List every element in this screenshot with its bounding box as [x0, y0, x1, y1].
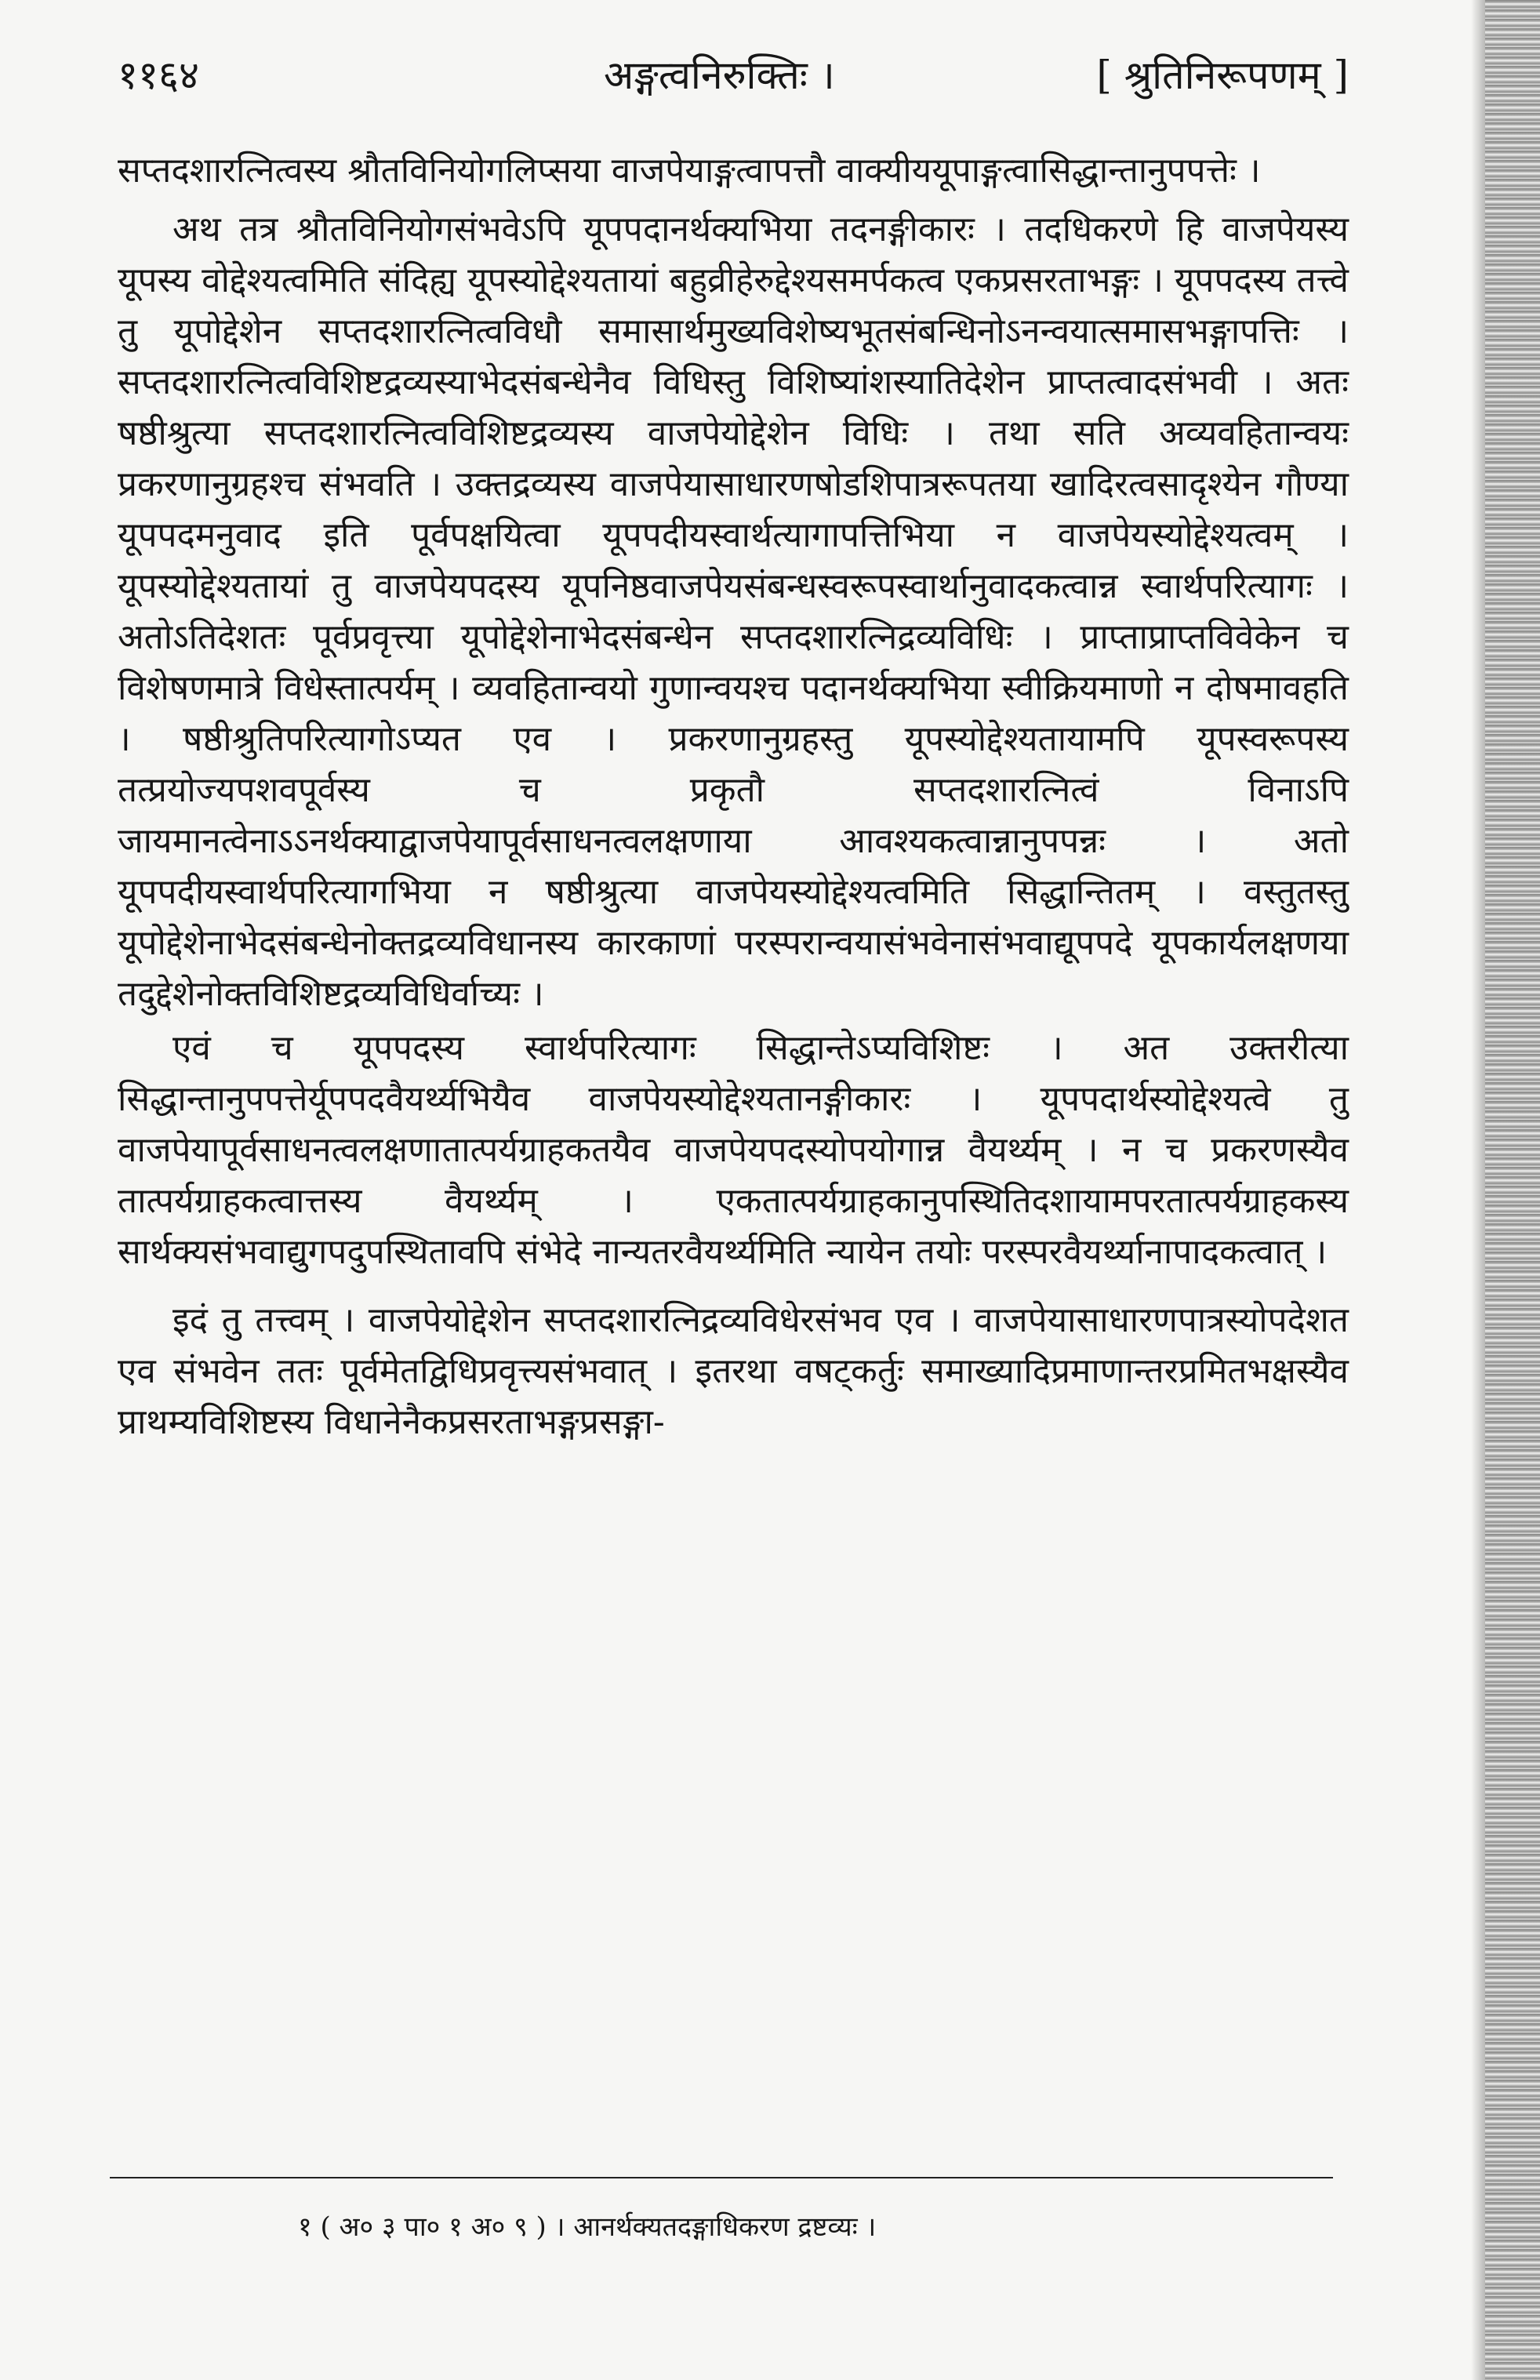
paragraph: इदं तु तत्त्वम् । वाजपेयोद्देशेन सप्तदशारत्निद्रव्यविधेरसंभव एव । वाजपेयासाधारणपात्रस्योपदेशत एव संभवेन ततः पूर्वमेतद्विधिप्रवृत्त्यसंभवात् । इतरथा वषट्कर्तुः समाख्यादिप्रमाणान्तरप्रमितभक्षस्यैव प्राथम्यविशिष्टस्य विधानेनैकप्रसरताभङ्गप्रसङ्गा- — [118, 1300, 1349, 1442]
section-title: [ श्रुतिनिरूपणम् ] — [1096, 53, 1349, 98]
footnote: १ ( अ० ३ पा० १ अ० ९ ) । आनर्थक्यतदङ्गाधिकरण द्रष्टव्यः । — [298, 2211, 877, 2243]
page-header — [118, 47, 1349, 118]
page-edge — [1485, 0, 1540, 2380]
page-number: ११६४ — [118, 53, 199, 98]
running-title: अङ्गत्वनिरुक्तिः । — [604, 53, 835, 98]
footnote-divider — [110, 2177, 1333, 2178]
paragraph: एवं च यूपपदस्य स्वार्थपरित्यागः सिद्धान्तेऽप्यविशिष्टः । अत उक्तरीत्या सिद्धान्तानुपपत्तेर्यूपपदवैयर्थ्यभियैव वाजपेयस्योद्देश्यतानङ्गीकारः । यूपपदार्थस्योद्देश्यत्वे तु वाजपेयापूर्वसाधनत्वलक्षणातात्पर्यग्राहकतयैव वाजपेयपदस्योपयोगान्न वैयर्थ्यम् । न च प्रकरणस्यैव तात्पर्यग्राहकत्वात्तस्य वैयर्थ्यम् । एकतात्पर्यग्राहकानुपस्थितिदशायामपरतात्पर्यग्राहकस्य सार्थक्यसंभवाद्युगपदुपस्थितावपि संभेदे नान्यतरवैयर्थ्यमिति न्यायेन तयोः परस्परवैयर्थ्यानापादकत्वात् । — [118, 1028, 1349, 1272]
page-fold-shadow — [1471, 0, 1485, 2380]
main-text — [118, 145, 1349, 1448]
paragraph: अथ तत्र श्रौतविनियोगसंभवेऽपि यूपपदानर्थक्यभिया तदनङ्गीकारः । तदधिकरणे हि वाजपेयस्य यूपस्य वोद्देश्यत्वमिति संदिह्य यूपस्योद्देश्यतायां बहुव्रीहेरुद्देश्यसमर्पकत्व एकप्रसरताभङ्गः । यूपपदस्य तत्त्वे तु यूपोद्देशेन सप्तदशारत्नित्वविधौ समासार्थमुख्यविशेष्यभूतसंबन्धिनोऽनन्वयात्समासभङ्गापत्तिः । सप्तदशारत्नित्वविशिष्टद्रव्यस्याभेदसंबन्धेनैव विधिस्तु विशिष्यांशस्यातिदेशेन प्राप्तत्वादसंभवी । अतः षष्ठीश्रुत्या सप्तदशारत्नित्वविशिष्टद्रव्यस्य वाजपेयोद्देशेन विधिः । तथा सति अव्यवहितान्वयः प्रकरणानुग्रहश्च संभवति । उक्तद्रव्यस्य वाजपेयासाधारणषोडशिपात्ररूपतया खादिरत्वसादृश्येन गौण्या यूपपदमनुवाद इति पूर्वपक्षयित्वा यूपपदीयस्वार्थत्यागापत्तिभिया न वाजपेयस्योद्देश्यत्वम् । यूपस्योद्देश्यतायां तु वाजपेयपदस्य यूपनिष्ठवाजपेयसंबन्धस्वरूपस्वार्थानुवादकत्वान्न स्वार्थपरित्यागः । अतोऽतिदेशतः पूर्वप्रवृत्त्या यूपोद्देशेनाभेदसंबन्धेन सप्तदशारत्निद्रव्यविधिः । प्राप्ताप्राप्तविवेकेन च विशेषणमात्रे विधेस्तात्पर्यम् । व्यवहितान्वयो गुणान्वयश्च पदानर्थक्यभिया स्वीक्रियमाणो न दोषमावहति । षष्ठीश्रुतिपरित्यागोऽप्यत एव । प्रकरणानुग्रहस्तु यूपस्योद्देश्यतायामपि यूपस्वरूपस्य तत्प्रयोज्यपशवपूर्वस्य च प्रकृतौ सप्तदशारत्नित्वं विनाऽपि जायमानत्वेनाऽऽनर्थक्याद्वाजपेयापूर्वसाधनत्वलक्षणाया आवश्यकत्वान्नानुपपन्नः । अतो यूपपदीयस्वार्थपरित्यागभिया न षष्ठीश्रुत्या वाजपेयस्योद्देश्यत्वमिति सिद्धान्तितम् । वस्तुतस्तु यूपोद्देशेनाभेदसंबन्धेनोक्तद्रव्यविधानस्य कारकाणां परस्परान्वयासंभवेनासंभवाद्यूपपदे यूपकार्यलक्षणया तदुद्देशेनोक्तविशिष्टद्रव्यविधिर्वाच्यः । — [118, 209, 1349, 1014]
paragraph: सप्तदशारत्नित्वस्य श्रौतविनियोगलिप्सया वाजपेयाङ्गत्वापत्तौ वाक्यीययूपाङ्गत्वासिद्धान्तानुपपत्तेः । — [118, 151, 1261, 191]
